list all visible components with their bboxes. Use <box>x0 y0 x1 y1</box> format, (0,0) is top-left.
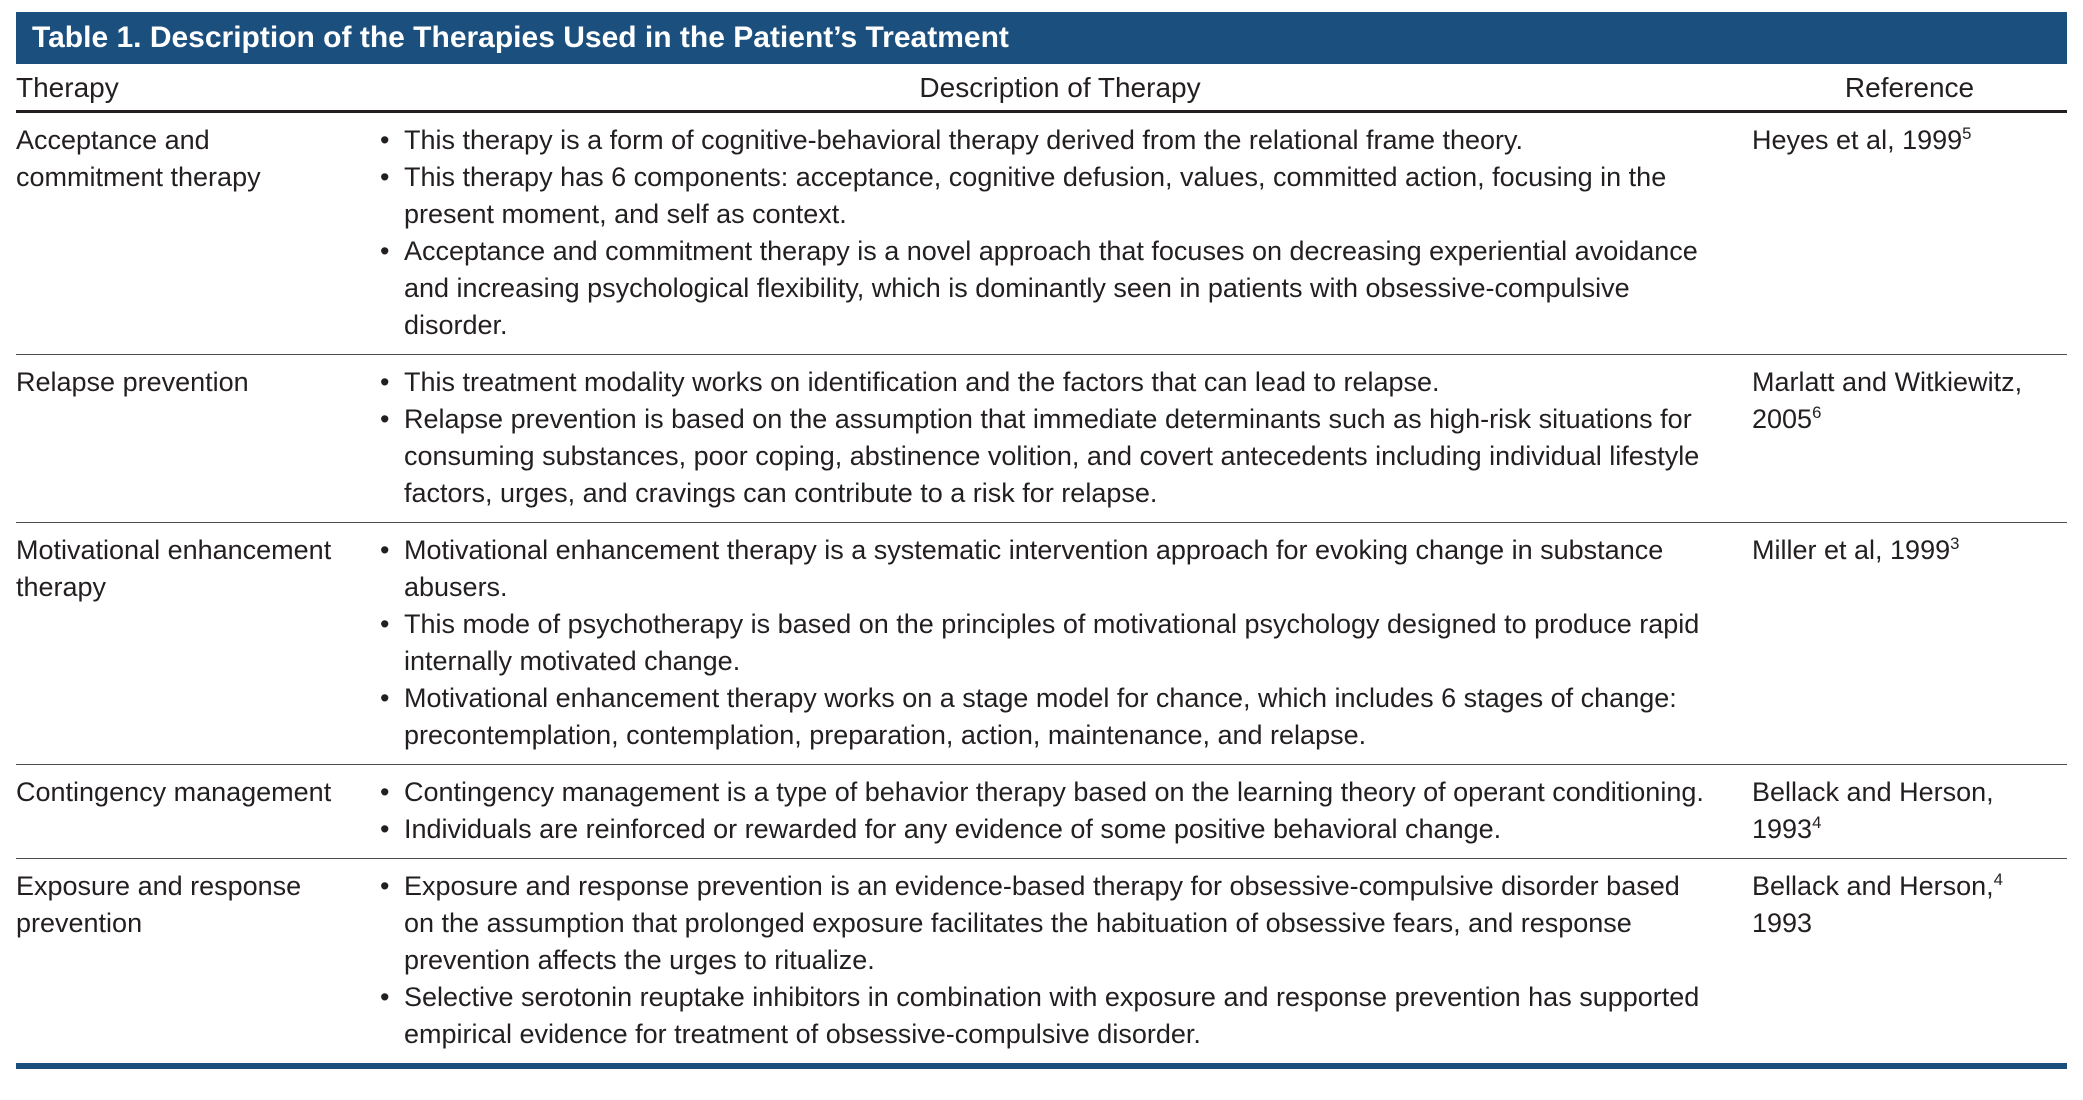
table-title-bar <box>16 12 2067 64</box>
description-bullet: • Exposure and response prevention is an evidence-based therapy for obsessive-compulsive disorder based on the assumption that prolonged exposure facilitates the habituation of obsessive fears, and response prevention affects the urges to ritualize. <box>374 868 1712 979</box>
description-bullet: • Acceptance and commitment therapy is a novel approach that focuses on decreasing experiential avoidance and increasing psychological flexibility, which is dominantly seen in patients with obsessive-compulsive disorder. <box>374 233 1712 344</box>
reference-text: Marlatt and Witkiewitz, 2005 <box>1752 367 2023 434</box>
table-title: Table 1. Description of the Therapies Used in the Patient’s Treatment <box>32 21 1009 54</box>
reference-text: Heyes et al, 1999 <box>1752 125 1963 155</box>
therapy-name: Acceptance and commitment therapy <box>16 125 261 192</box>
column-header-description: Description of Therapy <box>919 72 1201 103</box>
therapy-name: Contingency management <box>16 777 332 807</box>
reference-superscript: 4 <box>1993 870 2003 889</box>
reference <box>1752 122 2067 344</box>
column-header-reference: Reference <box>1844 72 1975 103</box>
table-row <box>16 355 2067 523</box>
therapy-description-list <box>368 774 1752 848</box>
table-row <box>16 523 2067 765</box>
reference-superscript: 5 <box>1962 124 1972 143</box>
table-row <box>16 765 2067 859</box>
therapy-name: Relapse prevention <box>16 367 249 397</box>
description-bullet: • This mode of psychotherapy is based on the principles of motivational psychology designed to produce rapid internally motivated change. <box>374 606 1712 680</box>
description-bullet: • Contingency management is a type of behavior therapy based on the learning theory of operant conditioning. <box>374 774 1712 811</box>
reference-text-after: 1993 <box>1752 908 1813 938</box>
description-bullet: • This treatment modality works on identification and the factors that can lead to relapse. <box>374 364 1712 401</box>
description-bullet: • Motivational enhancement therapy is a systematic intervention approach for evoking change in substance abusers. <box>374 532 1712 606</box>
therapies-table <box>16 12 2067 1069</box>
reference-text: Bellack and Herson, 1993 <box>1752 777 1994 844</box>
therapy-name: Motivational enhancement therapy <box>16 535 332 602</box>
description-bullet: • This therapy is a form of cognitive-behavioral therapy derived from the relational frame theory. <box>374 122 1712 159</box>
description-bullet: • This therapy has 6 components: acceptance, cognitive defusion, values, committed action, focusing in the present moment, and self as context. <box>374 159 1712 233</box>
therapy-description-list <box>368 532 1752 754</box>
reference <box>1752 364 2067 512</box>
reference <box>1752 868 2067 1053</box>
reference-text: Bellack and Herson, <box>1752 871 1994 901</box>
description-bullet: • Selective serotonin reuptake inhibitors in combination with exposure and response prevention has supported empirical evidence for treatment of obsessive-compulsive disorder. <box>374 979 1712 1053</box>
reference-superscript: 3 <box>1950 534 1960 553</box>
description-bullet: • Relapse prevention is based on the assumption that immediate determinants such as high-risk situations for consuming substances, poor coping, abstinence volition, and covert antecedents including individual lifestyle factors, urges, and cravings can contribute to a risk for relapse. <box>374 401 1712 512</box>
table-row <box>16 113 2067 355</box>
therapy-name: Exposure and response prevention <box>16 871 302 938</box>
reference <box>1752 532 2067 754</box>
therapy-description-list <box>368 868 1752 1053</box>
description-bullet: • Individuals are reinforced or rewarded for any evidence of some positive behavioral change. <box>374 811 1712 848</box>
column-header-therapy: Therapy <box>16 72 119 103</box>
description-bullet: • Motivational enhancement therapy works on a stage model for chance, which includes 6 stages of change: precontemplation, contemplation, preparation, action, maintenance, and relapse. <box>374 680 1712 754</box>
table-row <box>16 859 2067 1063</box>
reference-superscript: 6 <box>1812 403 1822 422</box>
table-column-header-row <box>16 64 2067 113</box>
therapy-description-list <box>368 122 1752 344</box>
reference-text: Miller et al, 1999 <box>1752 535 1951 565</box>
reference-superscript: 4 <box>1812 813 1822 832</box>
therapy-description-list <box>368 364 1752 512</box>
reference <box>1752 774 2067 848</box>
